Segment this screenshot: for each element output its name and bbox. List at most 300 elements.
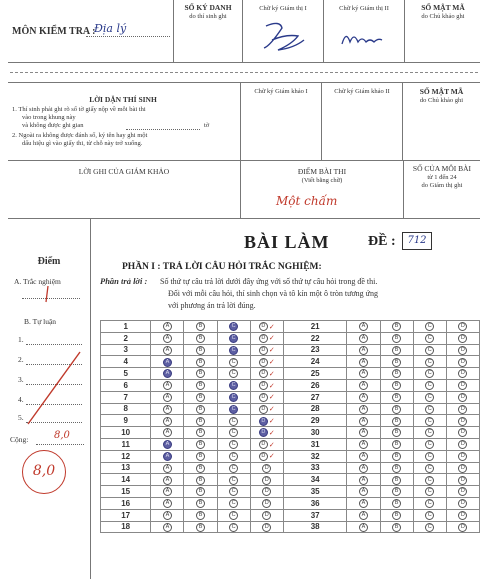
answer-bubble-d[interactable]: D (458, 499, 467, 508)
answer-bubble-c[interactable]: C (229, 523, 238, 532)
answer-bubble-d[interactable]: D (458, 523, 467, 532)
answer-cell (217, 332, 250, 344)
answer-bubble-b[interactable]: B (392, 369, 401, 378)
tu-luan-item-1: 1. (18, 335, 24, 344)
giam-thi-2-signature (338, 26, 388, 59)
answer-cell (151, 379, 184, 391)
answer-bubble-d[interactable]: D (458, 487, 467, 496)
question-number: 17 (101, 509, 151, 521)
answer-bubble-a[interactable]: A (359, 440, 368, 449)
grading-section (8, 160, 480, 218)
answer-cell (413, 486, 446, 498)
answer-bubble-a[interactable]: A (359, 464, 368, 473)
answer-bubble-c[interactable]: C (229, 476, 238, 485)
answer-bubble-b[interactable]: B (392, 381, 401, 390)
phan-tra-loi-text2: Đối với mỗi câu hỏi, thí sinh chọn và tô kín một ô tròn tương ứng (168, 289, 379, 298)
answer-bubble-c[interactable]: C (425, 428, 434, 437)
answer-bubble-a[interactable]: A (359, 476, 368, 485)
question-number: 33 (283, 462, 347, 474)
sheet-count-line (126, 129, 200, 130)
answer-bubble-b[interactable]: B (196, 476, 205, 485)
answer-cell (446, 509, 479, 521)
answer-row (101, 427, 480, 439)
chu-ky-giam-khao-1-label: Chữ ký Giám khảo I (254, 88, 308, 95)
answer-bubble-d[interactable]: D (259, 381, 268, 390)
answer-cell (347, 450, 380, 462)
answer-bubble-a[interactable]: A (163, 369, 172, 378)
answer-bubble-a[interactable]: A (163, 452, 172, 461)
answer-bubble-c[interactable]: C (425, 405, 434, 414)
answer-bubble-a[interactable]: A (359, 452, 368, 461)
answer-cell (217, 391, 250, 403)
answer-cell (413, 391, 446, 403)
answer-bubble-b[interactable]: B (196, 346, 205, 355)
answer-bubble-b[interactable]: B (392, 476, 401, 485)
answer-bubble-d[interactable]: D (458, 440, 467, 449)
answer-cell (151, 368, 184, 380)
question-number: 35 (283, 486, 347, 498)
answer-cell (217, 509, 250, 521)
answer-bubble-a[interactable]: A (163, 405, 172, 414)
answer-cell (217, 474, 250, 486)
question-number: 18 (101, 521, 151, 533)
answer-bubble-b[interactable]: B (392, 428, 401, 437)
answer-bubble-a[interactable]: A (163, 393, 172, 402)
answer-bubble-a[interactable]: A (359, 358, 368, 367)
answer-bubble-a[interactable]: A (359, 487, 368, 496)
answer-bubble-c[interactable]: C (229, 464, 238, 473)
answer-bubble-d[interactable]: D (262, 523, 271, 532)
question-number: 21 (283, 321, 347, 333)
cong-value: 8,0 (54, 430, 70, 441)
answer-cell (347, 368, 380, 380)
answer-cell (250, 521, 283, 533)
answer-bubble-b[interactable]: B (392, 334, 401, 343)
answer-cell (446, 356, 479, 368)
answer-cell (217, 379, 250, 391)
answer-cell (217, 450, 250, 462)
question-number: 37 (283, 509, 347, 521)
answer-bubble-b[interactable]: B (392, 487, 401, 496)
question-number: 7 (101, 391, 151, 403)
answer-cell (413, 462, 446, 474)
answer-bubble-a[interactable]: A (163, 499, 172, 508)
answer-bubble-a[interactable]: A (359, 322, 368, 331)
answer-bubble-a[interactable]: A (163, 440, 172, 449)
answer-cell (250, 438, 283, 450)
answer-cell (413, 450, 446, 462)
so-cua-moi-bai-sub1: từ 1 đến 24 (427, 174, 457, 181)
answer-cell (250, 497, 283, 509)
answer-bubble-b[interactable]: B (196, 511, 205, 520)
question-number: 12 (101, 450, 151, 462)
answer-cell (347, 403, 380, 415)
question-number: 38 (283, 521, 347, 533)
answer-cell (184, 438, 217, 450)
answer-bubble-a[interactable]: A (359, 381, 368, 390)
answer-bubble-c[interactable]: C (425, 322, 434, 331)
answer-bubble-c[interactable]: C (425, 476, 434, 485)
answer-bubble-d[interactable]: D (458, 358, 467, 367)
answer-cell (151, 509, 184, 521)
trac-nghiem-label: A. Trắc nghiệm (14, 277, 61, 286)
phan-tra-loi-text1: Số thứ tự câu trả lời dưới đây ứng với số thứ tự câu hỏi trong đề thi. (160, 277, 378, 286)
answer-cell (380, 462, 413, 474)
answer-bubble-b[interactable]: B (196, 334, 205, 343)
answer-bubble-d[interactable]: D (458, 381, 467, 390)
answer-bubble-c[interactable]: C (229, 428, 238, 437)
answer-cell (347, 509, 380, 521)
question-number: 24 (283, 356, 347, 368)
grader-tick-icon: ✓ (268, 323, 275, 331)
answer-bubble-c[interactable]: C (229, 487, 238, 496)
answer-bubble-d[interactable]: D (259, 440, 268, 449)
question-number: 28 (283, 403, 347, 415)
answer-row (101, 462, 480, 474)
grader-tick-icon: ✓ (268, 406, 275, 414)
answer-cell (184, 379, 217, 391)
subject-line (86, 36, 170, 37)
giam-thi-1-signature (258, 18, 308, 61)
answer-bubble-c[interactable]: C (229, 440, 238, 449)
answer-bubble-d[interactable]: D (458, 369, 467, 378)
de-label: ĐỀ : (368, 234, 396, 249)
answer-cell (446, 450, 479, 462)
answer-bubble-c[interactable]: C (425, 346, 434, 355)
answer-bubble-b[interactable]: B (392, 511, 401, 520)
answer-bubble-c[interactable]: C (425, 358, 434, 367)
so-mat-ma-label: SỐ MẬT MÃ (421, 3, 465, 12)
answer-bubble-a[interactable]: A (163, 417, 172, 426)
answer-bubble-c[interactable]: C (425, 417, 434, 426)
answer-bubble-c[interactable]: C (229, 405, 238, 414)
question-number: 8 (101, 403, 151, 415)
answer-bubble-a[interactable]: A (359, 523, 368, 532)
so-mat-ma-2-label: SỐ MẬT MÃ (419, 87, 464, 96)
so-cua-moi-bai-sub2: do Giám thị ghi (421, 182, 463, 189)
answer-bubble-c[interactable]: C (229, 417, 238, 426)
grader-tick-icon: ✓ (268, 335, 275, 343)
question-number: 31 (283, 438, 347, 450)
answer-cell (151, 521, 184, 533)
question-number: 9 (101, 415, 151, 427)
answer-bubble-c[interactable]: C (425, 487, 434, 496)
answer-bubble-d[interactable]: D (259, 358, 268, 367)
answer-bubble-c[interactable]: C (229, 499, 238, 508)
answer-cell (217, 521, 250, 533)
answer-bubble-c[interactable]: C (425, 440, 434, 449)
answer-bubble-b[interactable]: B (196, 499, 205, 508)
answer-cell (380, 427, 413, 439)
answer-cell (446, 427, 479, 439)
answer-cell (184, 403, 217, 415)
answer-bubble-b[interactable]: B (196, 487, 205, 496)
question-number: 6 (101, 379, 151, 391)
answer-bubble-b[interactable]: B (196, 393, 205, 402)
answer-bubble-a[interactable]: A (163, 428, 172, 437)
answer-row (101, 415, 480, 427)
answer-cell (413, 379, 446, 391)
answer-bubble-c[interactable]: C (229, 322, 238, 331)
answer-cell (446, 497, 479, 509)
diem-bai-thi-label: ĐIỂM BÀI THI (297, 167, 347, 176)
answer-bubble-a[interactable]: A (359, 393, 368, 402)
answer-cell (217, 427, 250, 439)
tu-luan-slash (24, 348, 84, 433)
answer-bubble-c[interactable]: C (425, 523, 434, 532)
answer-cell (380, 474, 413, 486)
answer-bubble-d[interactable]: D (458, 417, 467, 426)
answer-bubble-b[interactable]: B (196, 428, 205, 437)
answer-bubble-b[interactable]: B (392, 452, 401, 461)
answer-bubble-d[interactable]: D (259, 417, 268, 426)
phan-tra-loi-text3: với phương án trả lời đúng. (168, 301, 256, 310)
answer-cell (184, 368, 217, 380)
answer-cell (446, 415, 479, 427)
answer-cell (250, 356, 283, 368)
answer-bubble-d[interactable]: D (259, 322, 268, 331)
answer-bubble-a[interactable]: A (359, 369, 368, 378)
answer-bubble-c[interactable]: C (425, 334, 434, 343)
answer-bubble-b[interactable]: B (392, 440, 401, 449)
de-value: 712 (407, 235, 427, 246)
grader-tick-icon: ✓ (268, 418, 275, 426)
answer-bubble-b[interactable]: B (392, 499, 401, 508)
answer-bubble-b[interactable]: B (392, 346, 401, 355)
answer-cell (380, 321, 413, 333)
answer-bubble-b[interactable]: B (196, 417, 205, 426)
answer-cell (217, 321, 250, 333)
answer-row (101, 391, 480, 403)
answer-bubble-d[interactable]: D (458, 476, 467, 485)
header (8, 0, 480, 62)
answer-bubble-b[interactable]: B (392, 417, 401, 426)
question-number: 4 (101, 356, 151, 368)
answer-bubble-b[interactable]: B (196, 369, 205, 378)
answer-cell (151, 474, 184, 486)
answer-cell (217, 486, 250, 498)
answer-row (101, 497, 480, 509)
answer-bubble-d[interactable]: D (458, 334, 467, 343)
answer-cell (380, 379, 413, 391)
answer-bubble-d[interactable]: D (259, 393, 268, 402)
answer-bubble-c[interactable]: C (229, 381, 238, 390)
answer-bubble-b[interactable]: B (196, 381, 205, 390)
answer-cell (347, 486, 380, 498)
answer-cell (184, 486, 217, 498)
answer-cell (380, 497, 413, 509)
answer-bubble-b[interactable]: B (196, 523, 205, 532)
answer-bubble-d[interactable]: D (262, 511, 271, 520)
answer-cell (413, 474, 446, 486)
grader-tick-icon: ✓ (268, 347, 275, 355)
answer-bubble-a[interactable]: A (163, 487, 172, 496)
subject-label: MÔN KIỂM TRA : (12, 26, 96, 37)
answer-bubble-c[interactable]: C (229, 393, 238, 402)
answer-bubble-a[interactable]: A (359, 346, 368, 355)
answer-bubble-b[interactable]: B (196, 405, 205, 414)
answer-bubble-d[interactable]: D (259, 346, 268, 355)
answer-bubble-b[interactable]: B (392, 523, 401, 532)
answer-bubble-b[interactable]: B (392, 322, 401, 331)
answer-bubble-c[interactable]: C (425, 499, 434, 508)
answer-bubble-d[interactable]: D (458, 464, 467, 473)
answer-cell (413, 521, 446, 533)
total-score-circle (22, 450, 66, 494)
answer-bubble-d[interactable]: D (259, 405, 268, 414)
answer-cell (217, 356, 250, 368)
answer-cell (446, 368, 479, 380)
answer-bubble-b[interactable]: B (196, 452, 205, 461)
answer-row (101, 356, 480, 368)
answer-cell (380, 415, 413, 427)
answer-bubble-b[interactable]: B (392, 405, 401, 414)
answer-cell (380, 486, 413, 498)
instructions-line1: 1. Thí sinh phải ghi rõ số tờ giấy nộp về mỗi bài thi (12, 106, 146, 113)
answer-bubble-c[interactable]: C (229, 358, 238, 367)
answer-bubble-a[interactable]: A (359, 511, 368, 520)
answer-cell (347, 497, 380, 509)
answer-bubble-b[interactable]: B (392, 393, 401, 402)
answer-bubble-c[interactable]: C (425, 381, 434, 390)
answer-row (101, 332, 480, 344)
answer-cell (184, 497, 217, 509)
answer-bubble-a[interactable]: A (359, 428, 368, 437)
answer-bubble-b[interactable]: B (196, 322, 205, 331)
answer-bubble-c[interactable]: C (425, 452, 434, 461)
answer-cell (446, 332, 479, 344)
answer-cell (347, 344, 380, 356)
answer-bubble-b[interactable]: B (196, 440, 205, 449)
answer-bubble-d[interactable]: D (262, 476, 271, 485)
answer-row (101, 474, 480, 486)
answer-cell (446, 462, 479, 474)
answer-cell (184, 462, 217, 474)
answer-bubble-d[interactable]: D (458, 511, 467, 520)
answer-bubble-b[interactable]: B (196, 464, 205, 473)
question-number: 5 (101, 368, 151, 380)
instructions-line1b: vào trong khung này (22, 114, 76, 121)
answer-cell (250, 474, 283, 486)
answer-cell (250, 509, 283, 521)
answer-cell (347, 438, 380, 450)
answer-cell (217, 415, 250, 427)
question-number: 11 (101, 438, 151, 450)
answer-bubble-d[interactable]: D (458, 322, 467, 331)
answer-bubble-c[interactable]: C (229, 511, 238, 520)
answer-cell (184, 415, 217, 427)
answer-cell (347, 321, 380, 333)
answer-bubble-d[interactable]: D (262, 499, 271, 508)
answer-cell (217, 403, 250, 415)
answer-bubble-c[interactable]: C (229, 369, 238, 378)
answer-cell (413, 427, 446, 439)
question-number: 27 (283, 391, 347, 403)
answer-bubble-d[interactable]: D (262, 464, 271, 473)
answer-cell (184, 332, 217, 344)
answer-bubble-c[interactable]: C (229, 452, 238, 461)
answer-bubble-c[interactable]: C (425, 369, 434, 378)
answer-bubble-d[interactable]: D (458, 346, 467, 355)
answer-bubble-c[interactable]: C (425, 464, 434, 473)
answer-bubble-b[interactable]: B (392, 464, 401, 473)
answer-bubble-d[interactable]: D (259, 428, 268, 437)
answer-bubble-b[interactable]: B (196, 358, 205, 367)
answer-bubble-d[interactable]: D (259, 369, 268, 378)
instructions-line2: 2. Ngoài ra không được đánh số, ký tên hay ghi một (12, 132, 148, 139)
answer-bubble-a[interactable]: A (163, 358, 172, 367)
answer-cell (217, 438, 250, 450)
cong-label: Cộng: (10, 435, 29, 444)
answer-bubble-a[interactable]: A (163, 322, 172, 331)
answer-bubble-d[interactable]: D (262, 487, 271, 496)
answer-bubble-d[interactable]: D (458, 405, 467, 414)
answer-bubble-a[interactable]: A (163, 476, 172, 485)
question-number: 26 (283, 379, 347, 391)
answer-grid (100, 320, 480, 533)
answer-cell (151, 462, 184, 474)
answer-bubble-a[interactable]: A (359, 405, 368, 414)
answer-bubble-d[interactable]: D (458, 393, 467, 402)
answer-cell (250, 427, 283, 439)
answer-cell (184, 521, 217, 533)
answer-bubble-d[interactable]: D (458, 452, 467, 461)
answer-bubble-a[interactable]: A (163, 523, 172, 532)
instructions-line1c: và không được ghi gian (22, 122, 84, 129)
answer-cell (151, 450, 184, 462)
answer-bubble-c[interactable]: C (229, 334, 238, 343)
answer-cell (380, 521, 413, 533)
answer-bubble-a[interactable]: A (163, 381, 172, 390)
answer-bubble-d[interactable]: D (259, 452, 268, 461)
answer-bubble-d[interactable]: D (259, 334, 268, 343)
answer-bubble-a[interactable]: A (163, 464, 172, 473)
answer-bubble-a[interactable]: A (163, 346, 172, 355)
diem-chu-value: Một chấm (276, 194, 338, 208)
so-ky-danh-label: SỐ KÝ DANH (184, 3, 232, 12)
answer-cell (413, 368, 446, 380)
grader-tick-icon: ✓ (268, 394, 275, 402)
answer-bubble-a[interactable]: A (163, 511, 172, 520)
answer-bubble-a[interactable]: A (359, 499, 368, 508)
answer-cell (151, 321, 184, 333)
answer-bubble-a[interactable]: A (359, 417, 368, 426)
answer-cell (347, 521, 380, 533)
answer-cell (151, 486, 184, 498)
answer-cell (413, 509, 446, 521)
answer-cell (151, 403, 184, 415)
question-number: 2 (101, 332, 151, 344)
answer-row (101, 379, 480, 391)
answer-bubble-d[interactable]: D (458, 428, 467, 437)
answer-cell (184, 509, 217, 521)
question-number: 25 (283, 368, 347, 380)
question-number: 32 (283, 450, 347, 462)
answer-bubble-b[interactable]: B (392, 358, 401, 367)
answer-cell (413, 403, 446, 415)
answer-cell (250, 391, 283, 403)
answer-bubble-a[interactable]: A (359, 334, 368, 343)
answer-cell (380, 391, 413, 403)
answer-bubble-c[interactable]: C (229, 346, 238, 355)
trac-nghiem-mark (38, 284, 58, 309)
question-number: 30 (283, 427, 347, 439)
answer-cell (347, 427, 380, 439)
phan-tra-loi-label: Phần trả lời : (100, 276, 148, 286)
answer-bubble-a[interactable]: A (163, 334, 172, 343)
answer-bubble-c[interactable]: C (425, 393, 434, 402)
answer-bubble-c[interactable]: C (425, 511, 434, 520)
